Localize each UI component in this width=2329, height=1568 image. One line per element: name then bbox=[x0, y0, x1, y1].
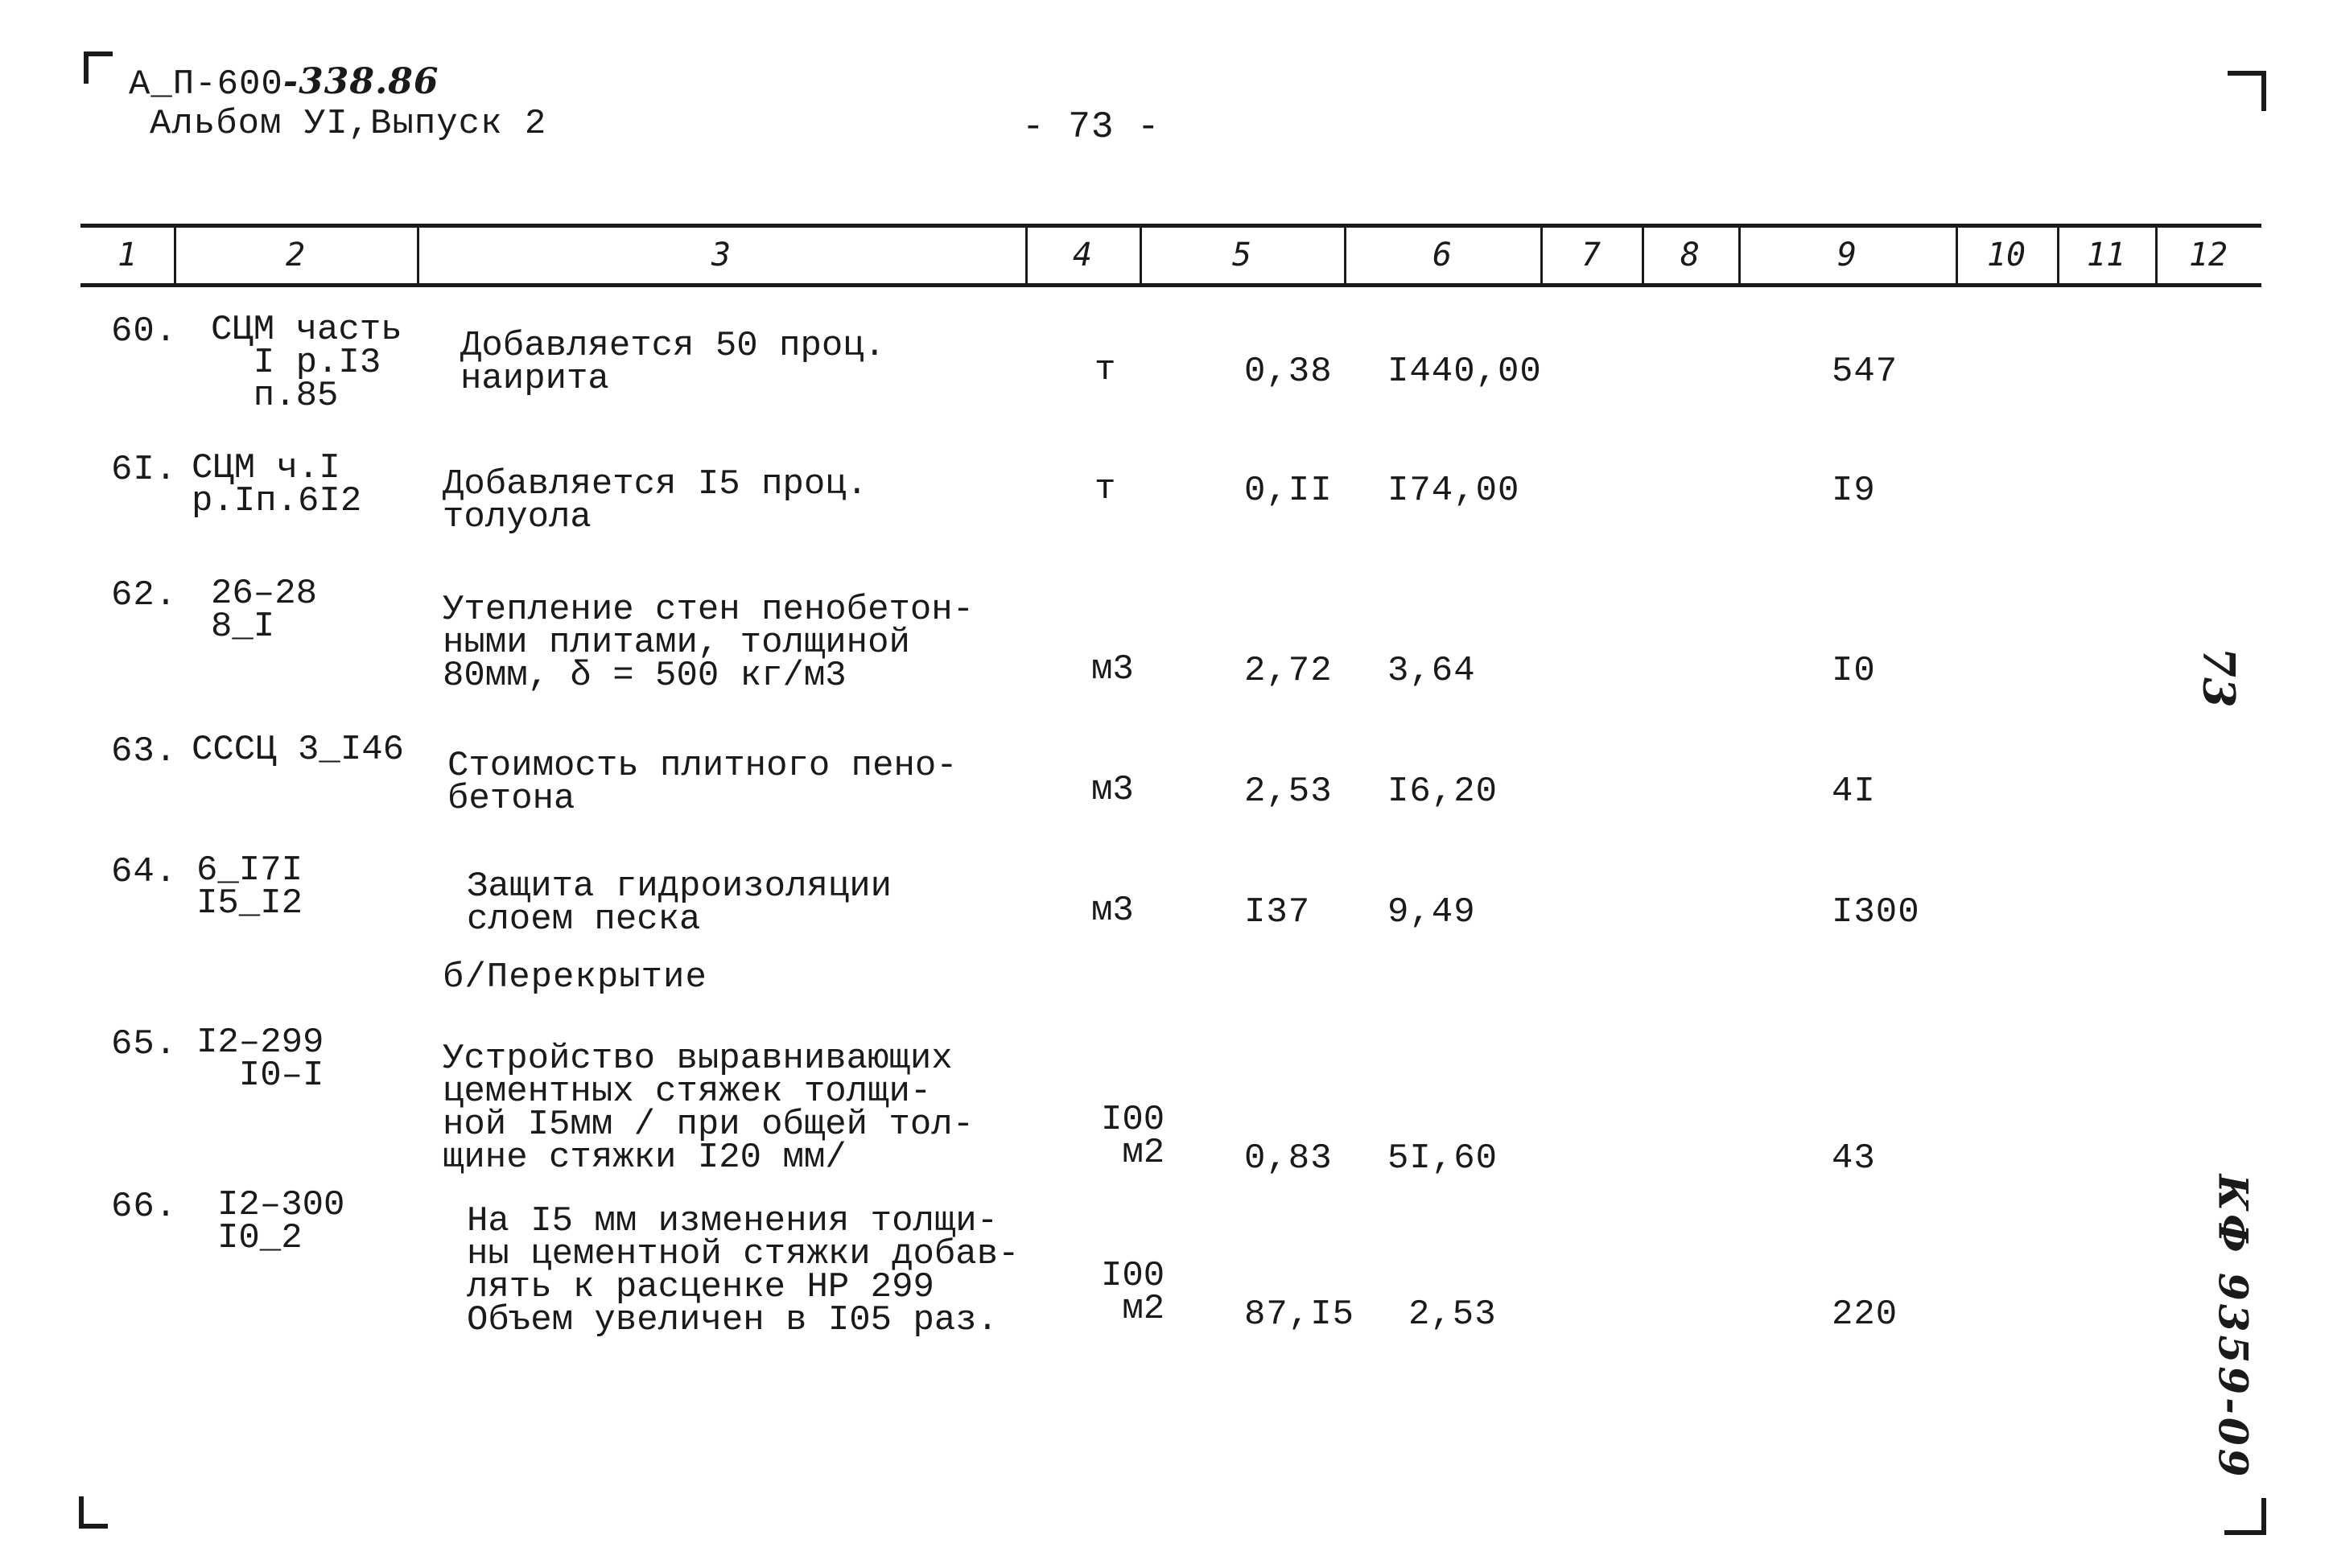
unit-price: 3,64 bbox=[1387, 651, 1476, 691]
unit-price: 9,49 bbox=[1387, 892, 1476, 932]
column-number-3: 3 bbox=[711, 237, 732, 274]
work-description: Стоимость плитного пено- бетона bbox=[447, 746, 958, 819]
unit-price: 2,53 bbox=[1408, 1294, 1497, 1335]
column-divider bbox=[1738, 224, 1741, 286]
row-number: 64. bbox=[111, 852, 178, 892]
column-divider bbox=[1025, 224, 1028, 286]
unit: м3 bbox=[1091, 770, 1134, 810]
total-cost: 4I bbox=[1832, 772, 1876, 812]
column-divider bbox=[417, 224, 419, 286]
quantity: 87,I5 bbox=[1244, 1294, 1355, 1335]
column-divider bbox=[1956, 224, 1958, 286]
row-number: 63. bbox=[111, 731, 178, 772]
row-number: 65. bbox=[111, 1024, 178, 1064]
unit: м3 bbox=[1091, 649, 1134, 689]
document-code bbox=[129, 61, 439, 105]
row-number: 6I. bbox=[111, 450, 178, 490]
rate-code: I2–300 I0_2 bbox=[217, 1185, 345, 1258]
column-number-5: 5 bbox=[1231, 237, 1252, 274]
total-cost: 547 bbox=[1832, 352, 1898, 392]
column-number-4: 4 bbox=[1072, 237, 1093, 274]
column-number-2: 2 bbox=[285, 237, 306, 274]
unit: м3 bbox=[1091, 891, 1134, 931]
section-heading: б/Перекрытие bbox=[443, 957, 707, 998]
unit-price: I6,20 bbox=[1387, 772, 1498, 812]
quantity: 2,53 bbox=[1244, 772, 1333, 812]
column-number-7: 7 bbox=[1581, 237, 1601, 274]
rate-code: I2–299 I0–I bbox=[196, 1023, 324, 1096]
work-description: Добавляется I5 проц. толуола bbox=[443, 464, 868, 537]
total-cost: I9 bbox=[1832, 471, 1876, 511]
work-description: Защита гидроизоляции слоем песка bbox=[467, 866, 892, 940]
work-description: Добавляется 50 проц. наирита bbox=[460, 326, 886, 399]
column-divider bbox=[174, 224, 176, 286]
row-number: 66. bbox=[111, 1187, 178, 1227]
column-number-6: 6 bbox=[1432, 237, 1453, 274]
unit-price: I74,00 bbox=[1387, 471, 1520, 511]
rate-code: СЦМ часть I р.I3 п.85 bbox=[211, 310, 402, 416]
row-number: 60. bbox=[111, 311, 178, 352]
quantity: 0,II bbox=[1244, 471, 1333, 511]
corner-mark-bottom-left bbox=[79, 1496, 108, 1529]
document-code-prefix: А_П-600 bbox=[129, 64, 283, 105]
column-divider bbox=[2155, 224, 2158, 286]
page-number: - 73 - bbox=[1022, 106, 1160, 148]
rate-code: СССЦ 3_I46 bbox=[192, 730, 405, 770]
unit-price: I440,00 bbox=[1387, 352, 1542, 392]
total-cost: 43 bbox=[1832, 1138, 1876, 1179]
album-title: Альбом УI,Выпуск 2 bbox=[150, 104, 547, 144]
unit-price: 5I,60 bbox=[1387, 1138, 1498, 1179]
quantity: I37 bbox=[1244, 892, 1311, 932]
total-cost: 220 bbox=[1832, 1294, 1898, 1335]
archive-stamp: КФ 9359-09 bbox=[2209, 1174, 2257, 1480]
column-number-11: 11 bbox=[2086, 237, 2126, 274]
column-divider bbox=[1140, 224, 1142, 286]
work-description: Утепление стен пенобетон- ными плитами, толщиной 80мм, δ = 500 кг/м3 bbox=[443, 590, 975, 696]
quantity: 0,38 bbox=[1244, 352, 1333, 392]
quantity: 2,72 bbox=[1244, 651, 1333, 691]
column-divider bbox=[1540, 224, 1543, 286]
rate-code: 6_I7I I5_I2 bbox=[196, 850, 303, 924]
margin-page-number: 73 bbox=[2193, 647, 2245, 708]
column-divider bbox=[2057, 224, 2059, 286]
column-divider bbox=[1642, 224, 1644, 286]
corner-mark-top-left bbox=[84, 51, 113, 84]
column-number-12: 12 bbox=[2188, 237, 2228, 274]
row-number: 62. bbox=[111, 575, 178, 615]
column-divider bbox=[1344, 224, 1346, 286]
work-description: Устройство выравнивающих цементных стяжек толщи- ной I5мм / при общей тол- щине стяжки I20 мм/ bbox=[443, 1039, 975, 1178]
column-number-8: 8 bbox=[1680, 237, 1700, 274]
column-number-9: 9 bbox=[1836, 237, 1857, 274]
rate-code: СЦМ ч.I р.Iп.6I2 bbox=[192, 448, 362, 521]
column-number-10: 10 bbox=[1986, 237, 2026, 274]
unit: т bbox=[1094, 469, 1116, 509]
total-cost: I300 bbox=[1832, 892, 1920, 932]
unit: I00 м2 bbox=[1101, 1100, 1165, 1173]
work-description: На I5 мм изменения толщи- ны цементной стяжки добав- лять к расценке НР 299 Объем увеличен в I05 раз. bbox=[467, 1201, 1020, 1340]
unit: т bbox=[1094, 350, 1116, 390]
total-cost: I0 bbox=[1832, 651, 1876, 691]
corner-mark-bottom-right bbox=[2224, 1498, 2266, 1535]
column-header bbox=[80, 224, 2261, 286]
unit: I00 м2 bbox=[1101, 1256, 1165, 1329]
quantity: 0,83 bbox=[1244, 1138, 1333, 1179]
column-number-1: 1 bbox=[117, 237, 138, 274]
document-code-suffix: -338.86 bbox=[282, 61, 439, 102]
corner-mark-top-right bbox=[2228, 71, 2266, 111]
rate-code: 26–28 8_I bbox=[211, 574, 318, 647]
